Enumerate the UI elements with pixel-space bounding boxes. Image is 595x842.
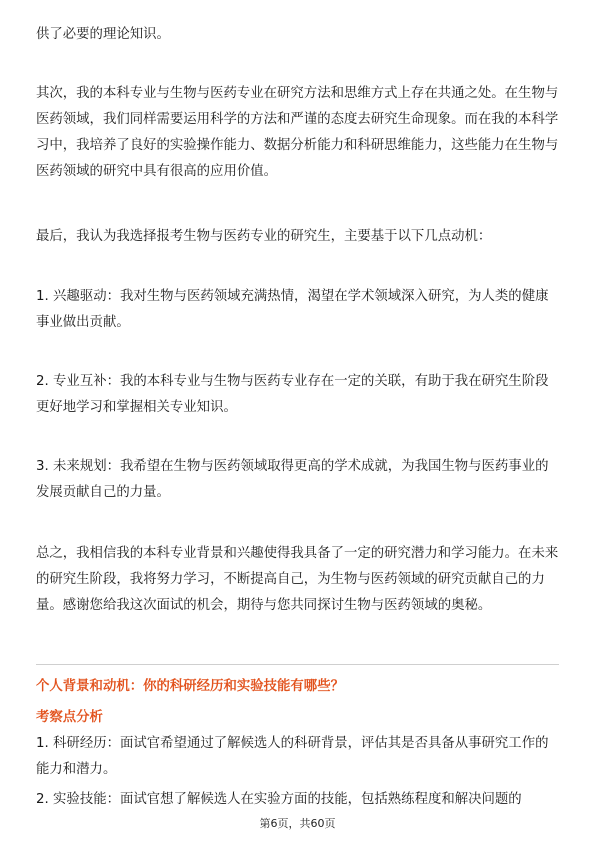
section-divider	[36, 664, 559, 665]
paragraph-7: 总之，我相信我的本科专业背景和兴趣使得我具备了一定的研究潜力和学习能力。在未来的研究生阶段，我将努力学习，不断提高自己，为生物与医药领域的研究贡献自己的力量。感谢您给我这次面试的机会，期待与您共同探讨生物与医药领域的奥秘。	[36, 546, 559, 613]
paragraph-3: 最后，我认为我选择报考生物与医药专业的研究生，主要基于以下几点动机：	[36, 229, 492, 244]
paragraph-2: 其次，我的本科专业与生物与医药专业在研究方法和思维方式上存在共通之处。在生物与医药领域，我们同样需要运用科学的方法和严谨的态度去研究生命现象。而在我的本科学习中，我培养了良好的实验操作能力、数据分析能力和科研思维能力，这些能力在生物与医药领域的研究中具有很高的应用价值。	[36, 86, 559, 179]
paragraph-4: 1. 兴趣驱动：我对生物与医药领域充满热情，渴望在学术领域深入研究，为人类的健康事业做出贡献。	[36, 289, 549, 330]
paragraph-5: 2. 专业互补：我的本科专业与生物与医药专业存在一定的关联，有助于我在研究生阶段更好地学习和掌握相关专业知识。	[36, 374, 549, 415]
analysis-item-2: 2. 实验技能：面试官想了解候选人在实验方面的技能，包括熟练程度和解决问题的	[36, 792, 522, 807]
paragraph-6: 3. 未来规划：我希望在生物与医药领域取得更高的学术成就，为我国生物与医药事业的发展贡献自己的力量。	[36, 459, 549, 500]
analysis-item-1: 1. 科研经历：面试官希望通过了解候选人的科研背景，评估其是否具备从事研究工作的能力和潜力。	[36, 736, 549, 777]
paragraph-1: 供了必要的理论知识。	[36, 27, 170, 42]
page-number: 第6页，共60页	[259, 817, 336, 830]
analysis-heading: 考察点分析	[36, 710, 103, 725]
question-heading: 个人背景和动机：你的科研经历和实验技能有哪些？	[36, 679, 344, 694]
